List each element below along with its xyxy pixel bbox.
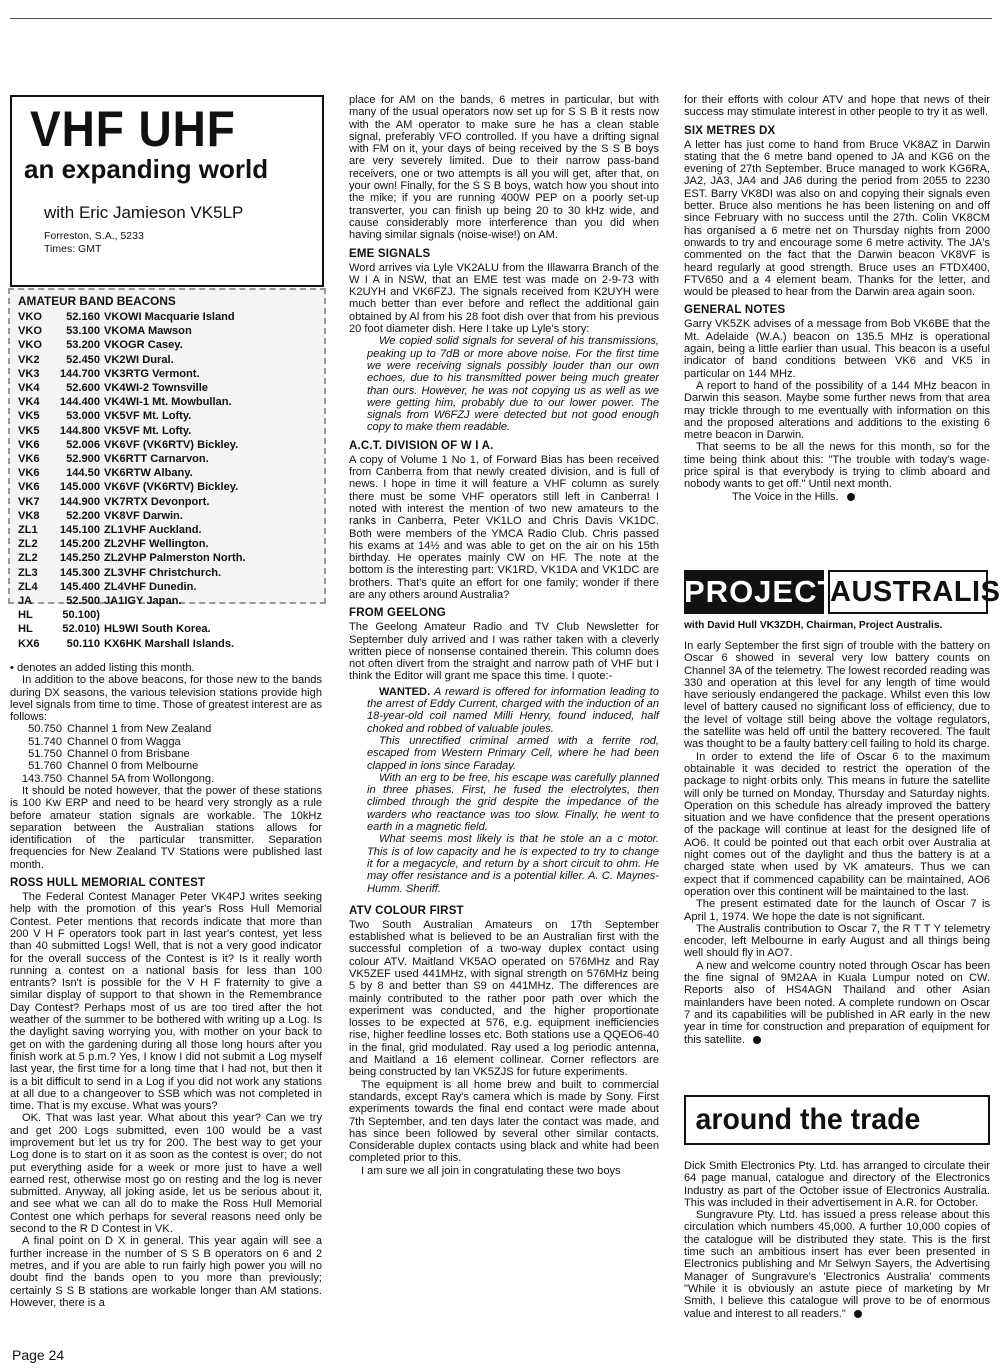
beacons-title: AMATEUR BAND BEACONS xyxy=(18,294,176,308)
paragraph: That seems to be all the news for this month, so for the time being think about this: "The trouble with today's wage-price spiral is that everybody is trying to climb aboard and nobody wants to get off." Until next month. xyxy=(684,441,990,491)
paragraph: A report to hand of the possibility of a 144 MHz beacon in Darwin this season. Maybe some further news from that area may trickle through to me eventually with information on this and the proposed alterations and additions to the existing 6 metre beacon in Darwin. xyxy=(684,379,990,442)
beacon-station: VK3RTG Vermont. xyxy=(104,367,200,380)
beacon-row xyxy=(10,580,324,594)
beacon-station: HL9WI South Korea. xyxy=(104,623,211,636)
beacon-station: VK5VF Mt. Lofty. xyxy=(104,424,192,437)
beacon-station: VKOWI Macquarie Island xyxy=(104,311,235,323)
beacon-row xyxy=(10,438,324,452)
beacon-station: VKOMA Mawson xyxy=(104,325,192,338)
address-block xyxy=(44,230,144,256)
tv-frequency: 51.760 xyxy=(28,760,62,773)
beacon-frequency: 52.600 xyxy=(66,382,100,395)
paragraph: place for AM on the bands, 6 metres in particular, but with many of the usual operators now set up for S S B it rests now with the AM operator to make sure he has a clean stable signal, preferably VFO controlled. If you have a drifting signal with FM on it, your days of being received by the S S B boys are very severely limited. Due to their narrow pass-band receivers, one or two attempts is all you will get, after that, on your own! Finally, for the S S B boys, watch how you shout into the mike; if you are running 400W PEP on a poorly set-up transverter, you can finish up being 20 to 30 kHz wide, and cause considerably more interference than you did when having similar signals (noise-wise!) on AM. xyxy=(349,94,659,242)
beacon-row xyxy=(10,338,324,352)
paragraph-text: Sungravure Pty. Ltd. has issued a press release about this circulation which numbers 45,000. A further 10,000 copies of the catalogue will be distributed they state. This is the first time such an ambitious insert has ever been presented in Electronics publishing and Mr Selwyn Sayers, the Advertising Manager of Sungravure's 'Electronics Australia' comments "While it is obviously an astute piece of marketing by Mr Smith, I believe this catalogue will prove to be of enormous value and interest to all readers." xyxy=(684,1209,990,1320)
quote-text: A reward is offered for information leading to the arrest of Eddy Current, charged with the induction of an 18-year-old coil named Milli Henry, found induced, half choked and robbed of valuable joules. xyxy=(367,685,659,735)
paragraph: OK. That was last year. What about this year? Can we try and get 200 Logs submitted, even 100 would be a vast improvement but let us try for 200. The best way to get your Log done is to start on it as soon as the contest is over; do not put everything aside for a week or more just to have a well earned rest, otherwise most go on resting and the log is never submitted. Anyway, all joking aside, let us be serious about it, and see what we can all do to make the Ross Hull Memorial Contest one which perhaps for several reasons need only be second to the R D Contest in VK. xyxy=(10,1112,322,1236)
column-subtitle: an expanding world xyxy=(24,154,269,184)
paragraph: I am sure we all join in congratulating these two boys xyxy=(361,1164,621,1177)
beacon-prefix: VK4 xyxy=(18,382,40,395)
paragraph: The equipment is all home brew and built to commercial standards, except Ray's camera which is made by Sony. First experiments towards the final end contact were made about 7th September, and ten days later the contact was made, and has since been followed by several other similar contacts. Considerable duplex contacts using black and white had been completed prior to this. xyxy=(349,1078,659,1165)
beacon-frequency: 144.400 xyxy=(59,396,100,409)
wanted-label: WANTED. xyxy=(379,685,431,698)
beacon-row xyxy=(10,409,324,423)
beacon-frequency: 53.100 xyxy=(66,325,100,338)
quote: This unrectified criminal armed with a ferrite rod, escaped from Western Primary Cell, where he had been clapped in ions since Faraday. xyxy=(367,734,659,772)
byline: with Eric Jamieson VK5LP xyxy=(44,203,244,222)
beacon-prefix: ZL2 xyxy=(18,538,38,551)
beacon-prefix: VK8 xyxy=(18,509,40,522)
quote: What seems most likely is that he stole an a c motor. This is of low capacity and he is expected to try to change it for a megacycle, and return by a short circuit to ohm. He may offer resistance and is a potential killer. A. C. Maynes-Humm. Sheriff. xyxy=(367,833,659,895)
column-3 xyxy=(684,94,990,503)
beacon-prefix: VKO xyxy=(18,311,43,323)
end-mark-icon xyxy=(753,1036,761,1044)
beacon-frequency: 144.50 xyxy=(66,467,100,480)
tv-frequency: 143.750 xyxy=(21,772,62,785)
signature-line xyxy=(684,491,990,503)
beacon-station: VK6RTW Albany. xyxy=(104,467,193,480)
signature: The Voice in the Hills. xyxy=(732,490,839,503)
beacon-frequency: 52.900 xyxy=(66,453,100,466)
section-heading: A.C.T. DIVISION OF W I A. xyxy=(349,439,494,452)
beacon-station: ZL4VHF Dunedin. xyxy=(104,580,197,593)
paragraph: It should be noted however, that the power of these stations is 100 Kw ERP and need to be heard very strongly as a rule before amateur station signals are workable. The 10kHz separation between the Australian stations allows for identification of the particular transmitter. Separation frequencies for New Zealand TV Stations were published last month. xyxy=(10,784,322,871)
tv-channel: Channel 0 from Wagga xyxy=(67,735,181,748)
beacon-prefix: VKO xyxy=(18,325,43,338)
tv-channel: Channel 1 from New Zealand xyxy=(67,723,212,736)
paragraph: Garry VK5ZK advises of a message from Bob VK6BE that the Mt. Adelaide (W.A.) beacon on 135.5 MHz is operational again, being a little earlier than usual. This beacon is a useful indicator of band conditions between VK6 and VK5 in particular on 144 MHz. xyxy=(684,318,990,380)
beacon-prefix: VK2 xyxy=(18,353,40,366)
beacon-frequency: 52.006 xyxy=(66,438,100,451)
beacon-row xyxy=(10,637,324,651)
section-heading: ROSS HULL MEMORIAL CONTEST xyxy=(10,877,206,890)
beacon-row xyxy=(10,424,324,438)
column-1 xyxy=(10,662,322,1309)
beacon-prefix: VK6 xyxy=(18,453,40,466)
paragraph-text: A new and welcome country noted through Oscar has been the fine signal of 9M2AA in Kuala Lumpur noted on CW. Reports also of HS4AGN Thailand and other Asian mainlanders have been noted. A complete rundown on Oscar 7 and its capabilities will be published in AR early in the new year in time for construction and preparation of equipment for this satellite. xyxy=(684,959,990,1046)
banner-word-project: PROJECT xyxy=(684,570,824,614)
beacon-prefix: VK4 xyxy=(18,396,40,409)
paragraph: A final point on D X in general. This year again will see a further increase in the number of S S B operators on 6 and 2 metres, and if you are able to run fairly high power you will no doubt find the bands open to you more than previously; certainly S S B stations are workable longer than AM stations. However, there is a xyxy=(10,1235,322,1309)
around-the-trade-banner xyxy=(684,1095,990,1145)
beacon-prefix: VK6 xyxy=(18,467,40,480)
beacon-prefix: HL xyxy=(18,623,33,636)
beacon-station: KX6HK Marshall Islands. xyxy=(104,637,235,650)
beacon-row xyxy=(10,537,324,551)
beacon-row xyxy=(10,324,324,338)
beacon-row xyxy=(10,509,324,523)
beacon-row xyxy=(10,466,324,480)
beacon-prefix: KX6 xyxy=(18,637,40,650)
beacon-station: VK6VF (VK6RTV) Bickley. xyxy=(104,438,239,451)
beacon-row xyxy=(10,622,324,636)
tv-channel-list xyxy=(10,723,322,784)
page-number: Page 24 xyxy=(12,1347,65,1363)
beacon-prefix: ZL1 xyxy=(18,524,38,537)
times-note: Times: GMT xyxy=(44,243,102,255)
beacon-station: ZL2VHF Wellington. xyxy=(104,538,209,551)
tv-frequency: 51.740 xyxy=(28,735,62,748)
beacon-station: JA1IGY Japan. xyxy=(104,595,182,608)
beacon-frequency: 145.300 xyxy=(59,566,100,579)
beacon-prefix: VK6 xyxy=(18,438,40,451)
beacon-frequency: 145.000 xyxy=(59,481,100,494)
tv-channel-row xyxy=(10,723,322,735)
beacon-prefix: VKO xyxy=(18,339,43,352)
beacon-frequency: 145.100 xyxy=(59,524,100,537)
beacon-prefix: HL xyxy=(18,609,33,622)
section-heading: ATV COLOUR FIRST xyxy=(349,904,464,917)
paragraph: In addition to the above beacons, for those new to the bands during DX seasons, the various television stations provide high level signals from time to time. Those of greatest interest are as follows: xyxy=(10,674,322,724)
tv-channel: Channel 5A from Wollongong. xyxy=(67,772,215,785)
beacon-frequency: 53.200 xyxy=(66,339,100,352)
address: Forreston, S.A., 5233 xyxy=(44,230,144,242)
column-title-box xyxy=(10,95,324,287)
beacon-prefix: ZL4 xyxy=(18,580,38,593)
paragraph: The Geelong Amateur Radio and TV Club Newsletter for September duly arrived and I was rather taken with a cleverly written piece of nonsense contained therein. This column does not often divert from the straight and narrow path of VHF but I think the Editor will grant me space this time. I quote:- xyxy=(349,621,659,683)
beacon-frequency: 52.450 xyxy=(66,353,100,366)
beacon-station: VK6VF (VK6RTV) Bickley. xyxy=(104,481,239,494)
around-the-trade-text xyxy=(684,1160,990,1320)
beacon-row xyxy=(10,353,324,367)
beacons-box xyxy=(8,288,326,650)
beacon-frequency: 52.500 xyxy=(66,595,100,608)
paragraph xyxy=(684,1209,990,1320)
beacon-row xyxy=(10,395,324,409)
tv-channel-row xyxy=(10,736,322,748)
beacon-frequency: 145.400 xyxy=(59,580,100,593)
beacon-station: VK4WI-1 Mt. Mowbullan. xyxy=(104,396,232,409)
beacon-station: ZL1VHF Auckland. xyxy=(104,524,202,537)
end-mark-icon xyxy=(854,1310,862,1318)
column-title: VHF UHF xyxy=(30,101,236,157)
beacon-frequency: 52.200 xyxy=(66,509,100,522)
section-heading: FROM GEELONG xyxy=(349,607,446,620)
beacon-frequency: 144.700 xyxy=(59,367,100,380)
beacon-station: VK8VF Darwin. xyxy=(104,509,183,522)
paragraph xyxy=(684,960,990,1046)
beacon-frequency: 52.160 xyxy=(66,311,100,323)
beacon-row xyxy=(10,551,324,565)
beacons-list xyxy=(10,310,324,651)
quote xyxy=(349,686,659,735)
paragraph: • denotes an added listing this month. xyxy=(10,662,195,674)
beacon-frequency: 144.900 xyxy=(59,495,100,508)
beacon-frequency: 50.100) xyxy=(62,609,100,622)
tv-channel-row xyxy=(10,773,322,785)
banner-title: around the trade xyxy=(695,1103,921,1136)
beacon-station: ZL3VHF Christchurch. xyxy=(104,566,222,579)
beacon-row xyxy=(10,452,324,466)
beacon-row xyxy=(10,480,324,494)
beacon-prefix: VK3 xyxy=(18,367,40,380)
banner-word-australis: AUSTRALIS xyxy=(828,570,988,614)
beacon-frequency: 50.110 xyxy=(66,637,100,650)
beacon-prefix: JA xyxy=(18,595,33,608)
beacon-prefix: ZL2 xyxy=(18,552,38,565)
paragraph: In order to extend the life of Oscar 6 to the maximum obtainable it was decided to restrict the operation of the package to night orbits only. This means in future the satellite will only be turned on Monday, Thursday and Saturday nights. Operation on this schedule has already improved the battery situation and we have confidence that the present operations of the package will continue at least for the designed life of AO6. It could be pointed out that each orbit over Australia at night comes out of the daylight and thus the battery is at a charged state when used by VK amateurs. Thus we can expect that if commenced capability can be maintained, AO6 operation over this continent will be maintained to the last. xyxy=(684,750,990,898)
beacon-station: VK4WI-2 Townsville xyxy=(104,382,208,395)
section-heading: GENERAL NOTES xyxy=(684,304,786,317)
beacon-station: VK5VF Mt. Lofty. xyxy=(104,410,192,423)
paragraph: Word arrives via Lyle VK2ALU from the Illawarra Branch of the W I A in NSW, that an EME test was made on 2-9-73 with K2UYH and VK6FZJ. The signals received from K2UYH were much better than ever before and reflect the additional gain obtained by Al from his 28 foot dish over that from his previous 20 foot diameter dish. Here I take up Lyle's story: xyxy=(349,261,659,336)
paragraph: The Federal Contest Manager Peter VK4PJ writes seeking help with the promotion of this year's Ross Hull Memorial Contest. Peter mentions that records indicate that more than 200 V H F operators took part in last year's contest, yet less than 40 submitted Logs! Well, that is not a very good indicator for the overall success of the Contest is it? Is it really worth running a contest on a national basis for less than 100 entrants? Isn't is possible for the V H F fraternity to give a similar display of support to that shown in the Remembrance Day Contest? Perhaps most of us are too tired after the hot weather of the summer to be bothered with writing up a Log. Is the daylight saving worrying you, with mother on your back to get on with the gardening during all those long hours after you finish work at 5 p.m.? Yes, I know I did not submit a Log myself last year, the first time for a long time that I had not, but then it is a bit difficult to send in a Log if you did not work any stations at all due to a changeover to SSB which was not completed in time. That is my excuse. What was yours? xyxy=(10,891,322,1113)
tv-channel: Channel 0 from Melbourne xyxy=(67,760,199,773)
beacon-station: VK2WI Dural. xyxy=(104,353,174,366)
beacon-station: VK6RTT Carnarvon. xyxy=(104,453,209,466)
beacon-prefix: VK5 xyxy=(18,424,40,437)
beacon-prefix: VK5 xyxy=(18,410,40,423)
paragraph: for their efforts with colour ATV and hope that news of their success may stimulate interest in other people to try it as well. xyxy=(684,94,990,119)
project-byline: with David Hull VK3ZDH, Chairman, Project Australis. xyxy=(684,620,943,631)
quote: We copied solid signals for several of his transmissions, peaking up to 7dB or more above noise. For the first time we were receiving signals possibly louder than our own echoes, due to his transmitted power being much greater than ours. However, he was not copying us as well as we were getting him, probably due to our lower power. The signals from W6FZJ were detected but not good enough copy to make them readable. xyxy=(367,335,659,434)
column-2 xyxy=(349,94,659,1177)
beacon-prefix: VK7 xyxy=(18,495,40,508)
beacon-row xyxy=(10,608,324,622)
beacon-prefix: ZL3 xyxy=(18,566,38,579)
paragraph: Two South Australian Amateurs on 17th September established what is believed to be an Australian first with the successful completion of a two-way duplex contact using colour ATV. Maitland VK5AO operated on 576MHz and Ray VK5ZEF used 441MHz, with signal strength on 576MHz being 5 by 8 and better than S9 on 441MHz. The differences are mainly contributed to the rather poor path over which the experiment was conducted, and the higher proportionate losses to be expected at 576, e.g. equipment inefficiencies rise, higher feedline losses etc. Both stations use a QQEO6-40 in the final, grid modulated. Ray used a log periodic antenna, and Maitland a 16 element collinear. Corner reflectors are being constructed by Ian VK5ZJS for future experiments. xyxy=(349,918,659,1079)
tv-channel-row xyxy=(10,748,322,760)
beacon-row xyxy=(10,566,324,580)
beacon-station: ZL2VHP Palmerston North. xyxy=(104,552,246,565)
project-australis-text xyxy=(684,640,990,1046)
beacon-row xyxy=(10,381,324,395)
beacon-row xyxy=(10,367,324,381)
project-australis-banner xyxy=(684,570,1000,614)
paragraph: In early September the first sign of trouble with the battery on Oscar 6 showed in several very low battery counts on Channel 3A of the telemetry. The lowest recorded reading was 330 and operation at this level for any length of time would have seriously endangered the package. Whilst even this low level of battery caused no significant loss of efficiency, due to the level of voltage still being above the voltage regulators, the satellite was held off until the battery recovered. The fault was thought to be a faulty battery cell failing to hold its charge. xyxy=(684,640,990,751)
beacon-row xyxy=(10,495,324,509)
tv-channel-row xyxy=(10,760,322,772)
beacon-frequency: 144.800 xyxy=(59,424,100,437)
beacon-frequency: 145.200 xyxy=(59,538,100,551)
paragraph: A copy of Volume 1 No 1, of Forward Bias has been received from Canberra from that newly created division, and is full of news. I hope in time it will feature a VHF column as surely there must be some VHF operators still left in Canberra! I noted with interest the mention of two new amateurs to the ranks in Canberra, Peter VK1LO and Chris Davis VK1DC. Both were members of the YMCA Radio Club. Chris passed his exams at 14½ and was able to get on the air on his 15th birthday. He operates mainly CW on HF. The note at the bottom is the interesting part: VK1RD, VK1DA and VK1DC are brothers. That's quite an effort for one family; wonder if there are any others around Australia? xyxy=(349,453,659,601)
paragraph: The present estimated date for the launch of Oscar 7 is April 1, 1974. We hope the date is not significant. xyxy=(684,898,990,923)
tv-frequency: 50.750 xyxy=(28,723,62,736)
beacon-row xyxy=(10,310,324,324)
paragraph: A letter has just come to hand from Bruce VK8AZ in Darwin stating that the 6 metre band opened to JA and KG6 on the evening of 27th September. Bruce managed to work KG6RA, JA2, JA3, JA4 and JA6 during the period from 2055 to 2230 EST. Barry VK8DI was also on and copying their signals even better. Bruce also mentions he has been listening on and off since February with no success until the 27th. Colin VK8CM has organised a 6 metre net on Thursday nights from 2000 onwards to try and encourage some 6 metre activity. The JA's commented on the fact that the Darwin beacon VK8VF is heard regularly at good strength. Bruce uses an FTDX400, FTV650 and a 4 element beam. Thanks for the letter, and would be pleased to hear from the Darwin area again soon. xyxy=(684,138,990,299)
quote: With an erg to be free, his escape was carefully planned in three phases. First, he fused the electrolytes, then climbed through the grid despite the impedance of the warders who reactance was too slow. Finally, he went to earth in a magnetic field. xyxy=(367,771,659,834)
beacon-frequency: 145.250 xyxy=(59,552,100,565)
beacon-row xyxy=(10,523,324,537)
beacon-frequency: 53.000 xyxy=(66,410,100,423)
section-heading: EME SIGNALS xyxy=(349,247,431,260)
beacon-row xyxy=(10,594,324,608)
beacon-frequency: 52.010) xyxy=(62,623,100,636)
top-rule xyxy=(10,18,992,19)
paragraph: The Australis contribution to Oscar 7, the R T T Y telemetry encoder, left Melbourne in early August and all things being well should fly in AO7. xyxy=(684,922,990,960)
beacon-station: VK7RTX Devonport. xyxy=(104,495,210,508)
beacon-station: VKOGR Casey. xyxy=(104,339,183,352)
section-heading: SIX METRES DX xyxy=(684,124,776,137)
tv-frequency: 51.750 xyxy=(28,748,62,761)
end-mark-icon xyxy=(847,493,855,501)
tv-channel: Channel 0 from Brisbane xyxy=(67,748,190,761)
beacon-prefix: VK6 xyxy=(18,481,40,494)
paragraph: Dick Smith Electronics Pty. Ltd. has arranged to circulate their 64 page manual, catalogue and directory of the Electronics Industry as part of the October issue of Electronics Australia. This was included in their advertisement in A.R. for October. xyxy=(684,1160,990,1209)
